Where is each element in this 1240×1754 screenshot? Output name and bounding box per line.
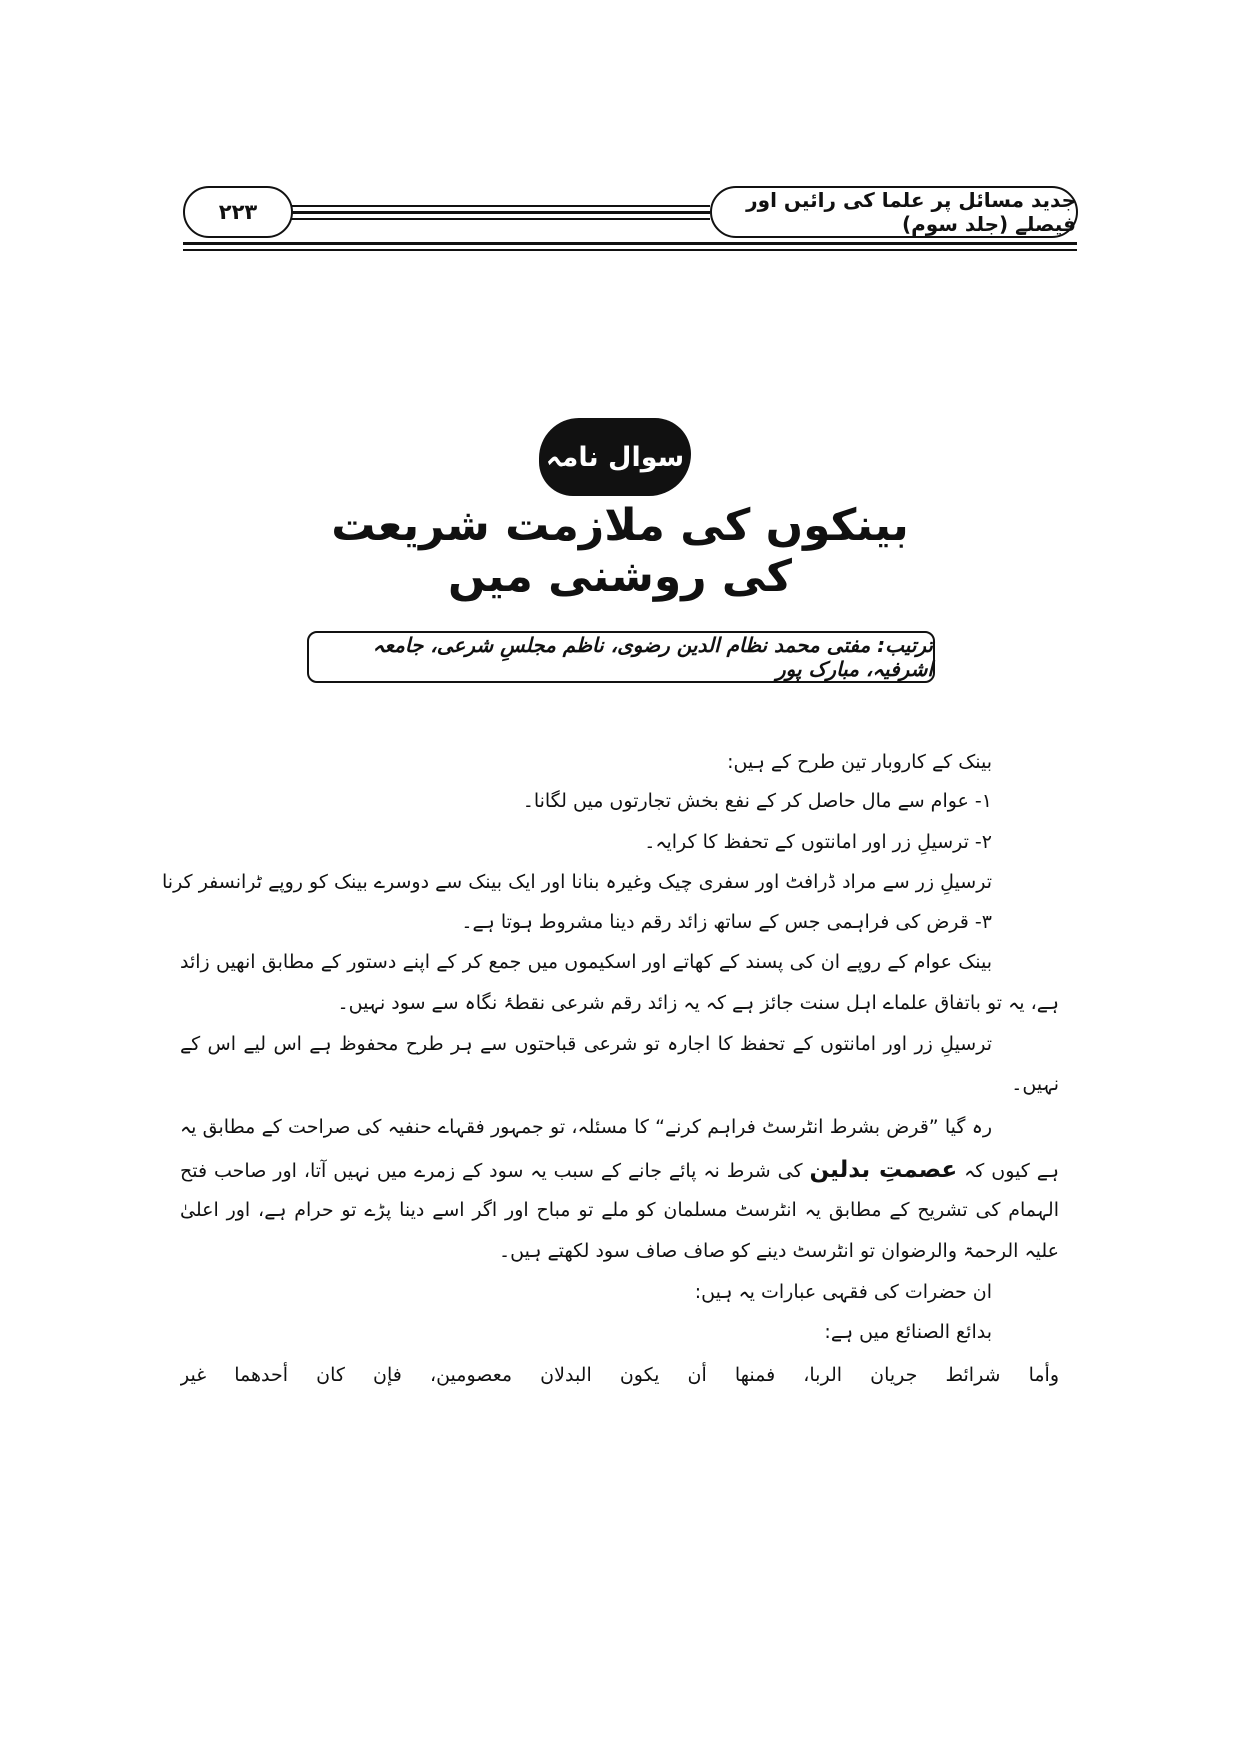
header-rule-bottom <box>289 218 710 220</box>
body-line: رہ گیا ”قرض بشرط انٹرسٹ فراہم کرنے“ کا مسئلہ، تو جمہور فقہاے حنفیہ کی صراحت کے مطابق یہ <box>180 1116 992 1138</box>
section-badge-text: سوال نامہ <box>545 441 685 473</box>
body-line: علیہ الرحمۃ والرضوان تو انٹرسٹ دینے کو صاف صاف سود لکھتے ہیں۔ <box>499 1240 1059 1262</box>
body-line: بینک عوام کے روپے ان کی پسند کے کھاتے اور اسکیموں میں جمع کر کے اپنے دستور کے مطابق انھیں زائد <box>180 951 992 973</box>
body-line: الہمام کی تشریح کے مطابق یہ انٹرسٹ مسلمان کو ملے تو مباح اور اگر اسے دینا پڑے تو حرام ہے، اور اعلیٰ <box>180 1199 1059 1221</box>
body-line: ۱- عوام سے مال حاصل کر کے نفع بخش تجارتوں میں لگانا۔ <box>522 790 992 812</box>
body-line <box>180 1150 1059 1190</box>
body-line: بدائع الصنائع میں ہے: <box>824 1321 992 1343</box>
body-line: ترسیلِ زر سے مراد ڈرافٹ اور سفری چیک وغیرہ بنانا اور ایک بینک سے دوسرے بینک کو روپے ٹرانسفر کرنا <box>162 871 992 893</box>
running-title-text: جدید مسائل پر علما کی رائیں اور فیصلے (جلد سوم) <box>746 188 1076 236</box>
body-line: نہیں۔ <box>1011 1073 1059 1095</box>
body-line: ہے، یہ تو باتفاق علماے اہل سنت جائز ہے کہ یہ زائد رقم شرعی نقطۂ نگاہ سے سود نہیں۔ <box>337 992 1059 1014</box>
page-title: بینکوں کی ملازمت شریعت کی روشنی میں <box>331 500 909 602</box>
body-line: ۳- قرض کی فراہمی جس کے ساتھ زائد رقم دینا مشروط ہوتا ہے۔ <box>461 911 992 933</box>
running-title <box>710 186 1078 238</box>
arabic-quote-line: وأما شرائط جريان الربا، فمنها أن يكون البدلان معصومين، فإن كان أحدهما غير <box>180 1364 1059 1386</box>
section-badge <box>539 418 691 496</box>
body-text: ہے کیوں کہ <box>964 1160 1059 1182</box>
page-number <box>183 186 293 238</box>
header-divider-thin <box>183 249 1077 251</box>
body-line: ان حضرات کی فقہی عبارات یہ ہیں: <box>694 1281 992 1303</box>
body-text: کی شرط نہ پائے جانے کے سبب یہ سود کے زمرے میں نہیں آتا، اور صاحب فتح <box>180 1160 803 1182</box>
header-divider <box>183 242 1077 245</box>
body-line: ترسیلِ زر اور امانتوں کے تحفظ کا اجارہ تو شرعی قباحتوں سے ہر طرح محفوظ ہے اس لیے اس کے <box>180 1033 992 1055</box>
emphasized-term: عصمتِ بدلین <box>809 1157 958 1183</box>
header-rule-top <box>289 205 710 207</box>
byline-text: ترتیب: مفتی محمد نظام الدین رضوی، ناظم مجلسِ شرعی، جامعہ اشرفیہ، مبارک پور <box>372 633 933 681</box>
body-line: بینک کے کاروبار تین طرح کے ہیں: <box>727 751 992 773</box>
body-line: ۲- ترسیلِ زر اور امانتوں کے تحفظ کا کرایہ۔ <box>644 831 992 853</box>
header-rule-middle <box>289 211 710 214</box>
byline-box <box>307 631 935 683</box>
page-number-text: ۲۲۳ <box>218 200 258 224</box>
